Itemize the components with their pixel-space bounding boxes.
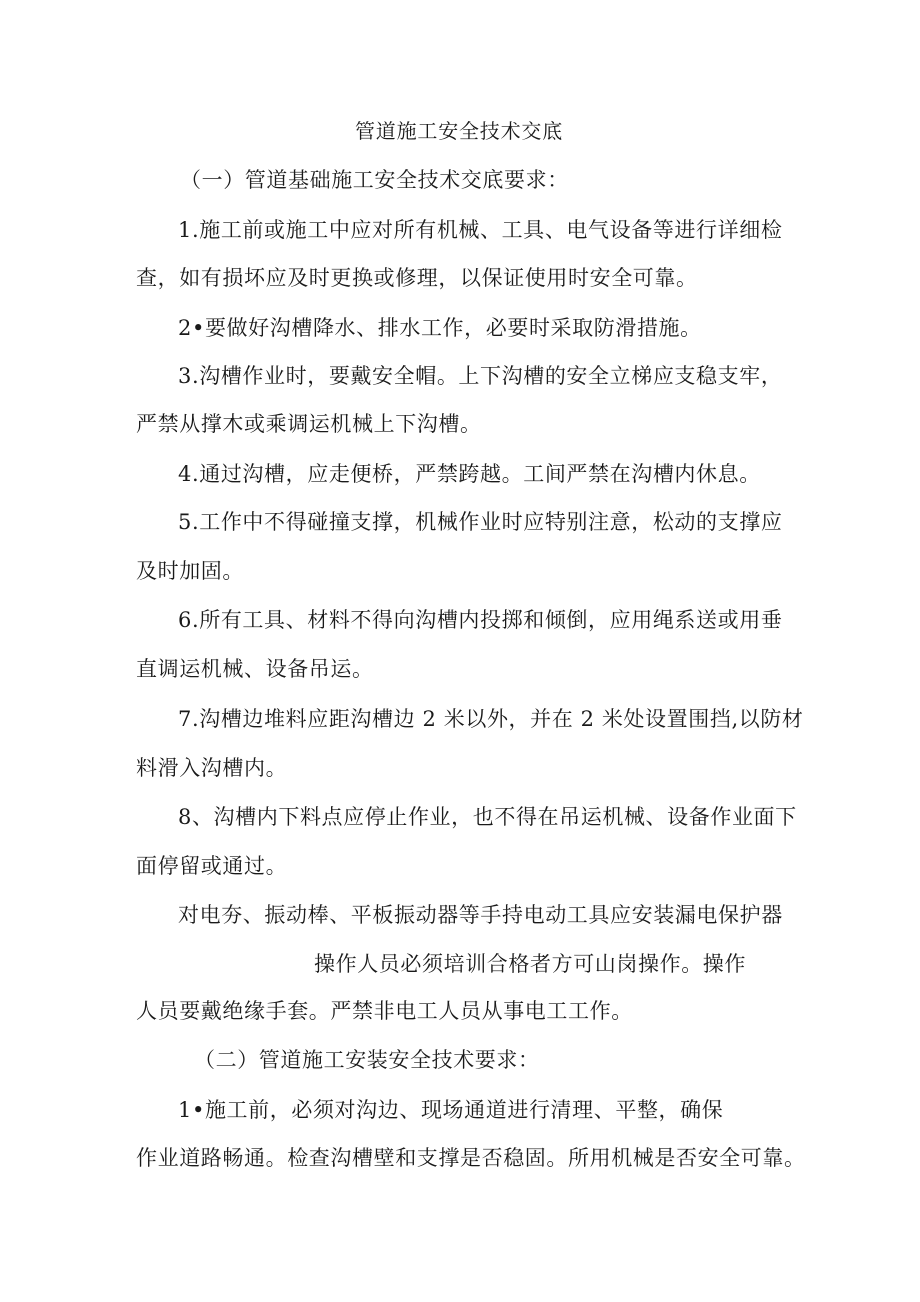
paragraph-line: 查，如有损坏应及时更换或修理，以保证使用时安全可靠。 bbox=[136, 266, 698, 290]
paragraph-line: 3.沟槽作业时，要戴安全帽。上下沟槽的安全立梯应支稳支牢， bbox=[178, 364, 783, 388]
paragraph-line: 1•施工前，必须对沟边、现场通道进行清理、平整，确保 bbox=[178, 1098, 724, 1122]
paragraph-line: 严禁从撑木或乘调运机械上下沟槽。 bbox=[136, 412, 482, 436]
section-heading-2: （二）管道施工安装安全技术要求： bbox=[194, 1048, 540, 1072]
paragraph-line: 1.施工前或施工中应对所有机械、工具、电气设备等进行详细检 bbox=[178, 218, 783, 242]
paragraph-line: 5.工作中不得碰撞支撑，机械作业时应特别注意，松动的支撑应 bbox=[178, 510, 783, 534]
paragraph-line: 操作人员必须培训合格者方可山岗操作。操作 bbox=[314, 952, 746, 976]
paragraph-line: 直调运机械、设备吊运。 bbox=[136, 657, 374, 681]
paragraph-line: 2•要做好沟槽降水、排水工作，必要时采取防滑措施。 bbox=[178, 316, 702, 340]
paragraph-line: 作业道路畅通。检查沟槽壁和支撑是否稳固。所用机械是否安全可靠。 bbox=[136, 1146, 806, 1170]
section-heading-1: （一）管道基础施工安全技术交底要求： bbox=[180, 168, 569, 192]
paragraph-line: 对电夯、振动棒、平板振动器等手持电动工具应安装漏电保护器 bbox=[178, 903, 783, 927]
paragraph-line: 料滑入沟槽内。 bbox=[136, 756, 288, 780]
document-title: 管道施工安全技术交底 bbox=[355, 119, 563, 143]
paragraph-line: 6.所有工具、材料不得向沟槽内投掷和倾倒，应用绳系送或用垂 bbox=[178, 608, 783, 632]
paragraph-line: 及时加固。 bbox=[136, 559, 244, 583]
paragraph-line: 面停留或通过。 bbox=[136, 854, 288, 878]
paragraph-line: 7.沟槽边堆料应距沟槽边 2 米以外，并在 2 米处设置围挡,以防材 bbox=[178, 707, 804, 731]
paragraph-line: 8、沟槽内下料点应停止作业，也不得在吊运机械、设备作业面下 bbox=[178, 805, 797, 829]
paragraph-line: 4.通过沟槽，应走便桥，严禁跨越。工间严禁在沟槽内休息。 bbox=[178, 462, 761, 486]
paragraph-line: 人员要戴绝缘手套。严禁非电工人员从事电工工作。 bbox=[136, 999, 633, 1023]
